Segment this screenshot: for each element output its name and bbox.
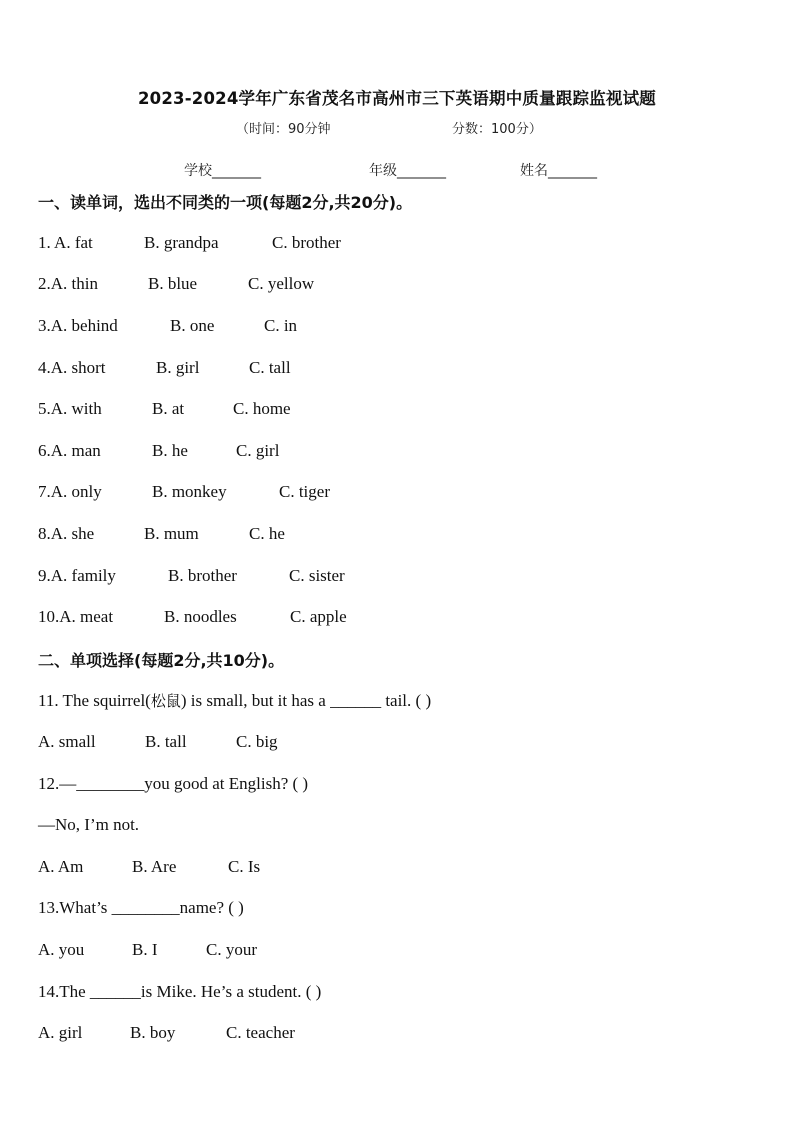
exam-score: 分数：100分） bbox=[452, 122, 542, 137]
option-c: C. tiger bbox=[279, 482, 330, 501]
option-a: A. you bbox=[38, 940, 85, 959]
option-a: 3.A. behind bbox=[38, 316, 118, 335]
option-c: C. in bbox=[264, 316, 298, 335]
option-c: C. girl bbox=[236, 441, 280, 460]
option-b: B. boy bbox=[130, 1023, 176, 1042]
option-a: 8.A. she bbox=[38, 524, 95, 543]
school-field: 学校_______ bbox=[184, 163, 261, 179]
section-2-heading: 二、单项选择(每题2分,共10分)。 bbox=[38, 651, 285, 670]
option-b: B. mum bbox=[144, 524, 199, 543]
option-b: B. noodles bbox=[164, 607, 237, 626]
option-a: 1. A. fat bbox=[38, 233, 93, 252]
question-11-text-pre: 11. The squirrel( bbox=[38, 691, 151, 710]
option-c: C. home bbox=[233, 399, 291, 418]
option-b: B. blue bbox=[148, 274, 198, 293]
question-11-text-post: ) is small, but it has a ______ tail. ( ) bbox=[180, 691, 432, 710]
option-c: C. sister bbox=[289, 566, 345, 585]
option-c: C. Is bbox=[228, 857, 261, 876]
option-c: C. apple bbox=[290, 607, 347, 626]
option-c: C. tall bbox=[249, 358, 291, 377]
question-12: 12.—________you good at English? ( ) bbox=[38, 774, 309, 793]
option-a: 5.A. with bbox=[38, 399, 102, 418]
section-1-heading: 一、读单词，选出不同类的一项(每题2分,共20分)。 bbox=[38, 193, 413, 212]
question-13: 13.What’s ________name? ( ) bbox=[38, 898, 244, 917]
option-b: B. Are bbox=[132, 857, 177, 876]
option-a: 6.A. man bbox=[38, 441, 101, 460]
option-c: C. yellow bbox=[248, 274, 315, 293]
option-a: 4.A. short bbox=[38, 358, 106, 377]
option-a: 10.A. meat bbox=[38, 607, 114, 626]
question-11-chinese-gloss: 松鼠 bbox=[150, 692, 181, 710]
option-c: C. brother bbox=[272, 233, 341, 252]
question-14: 14.The ______is Mike. He’s a student. ( ) bbox=[38, 982, 322, 1001]
option-c: C. your bbox=[206, 940, 257, 959]
question-12-reply: —No, I’m not. bbox=[38, 815, 140, 834]
option-a: 9.A. family bbox=[38, 566, 116, 585]
question-11 bbox=[38, 690, 431, 711]
option-b: B. tall bbox=[145, 732, 187, 751]
option-b: B. one bbox=[170, 316, 215, 335]
exam-time: （时间：90分钟 bbox=[236, 122, 331, 137]
option-b: B. grandpa bbox=[144, 233, 219, 252]
option-a: 7.A. only bbox=[38, 482, 102, 501]
page-title: 2023-2024学年广东省茂名市高州市三下英语期中质量跟踪监视试题 bbox=[138, 89, 656, 108]
option-b: B. girl bbox=[156, 358, 200, 377]
option-c: C. big bbox=[236, 732, 278, 751]
option-b: B. at bbox=[152, 399, 185, 418]
option-a: A. Am bbox=[38, 857, 84, 876]
option-b: B. I bbox=[132, 940, 158, 959]
grade-field: 年级_______ bbox=[369, 163, 446, 179]
option-b: B. brother bbox=[168, 566, 237, 585]
option-c: C. he bbox=[249, 524, 285, 543]
option-a: A. girl bbox=[38, 1023, 83, 1042]
option-c: C. teacher bbox=[226, 1023, 295, 1042]
option-b: B. he bbox=[152, 441, 188, 460]
option-a: A. small bbox=[38, 732, 96, 751]
option-a: 2.A. thin bbox=[38, 274, 98, 293]
name-field: 姓名_______ bbox=[520, 163, 597, 179]
option-b: B. monkey bbox=[152, 482, 227, 501]
